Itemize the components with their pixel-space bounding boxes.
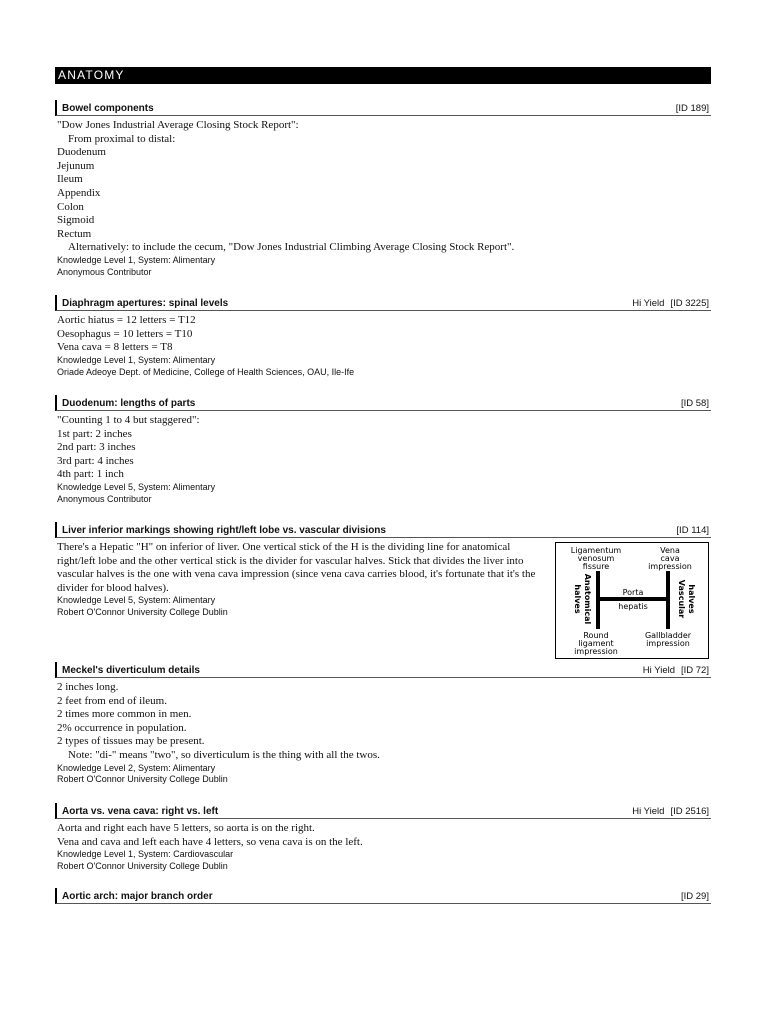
fig-label: fissure xyxy=(582,562,610,571)
hi-yield-badge: Hi Yield xyxy=(642,665,675,676)
contributor: Anonymous Contributor xyxy=(57,493,152,504)
entry-liver-markings xyxy=(55,522,711,656)
body-line: 2% occurrence in population. xyxy=(57,721,187,734)
body-text: There's a Hepatic "H" on inferior of liver. One vertical stick of the H is the dividing line for anatomical right/left lobe and the other vertical stick is the divider for vascular halves. Stick that divides the liver into vascular halves is the one with vena cava impression (since vena cava carries blood, it's fortunate that it's the divider for blood halves). xyxy=(57,541,536,594)
entry-header xyxy=(55,295,711,311)
entry-header xyxy=(55,100,711,116)
entry-title: Diaphragm apertures: spinal levels xyxy=(62,298,229,309)
fig-label: halves xyxy=(687,584,696,614)
body-line: Aortic hiatus = 12 letters = T12 xyxy=(57,314,196,326)
fig-label: cava xyxy=(660,554,680,563)
entry-header xyxy=(55,522,711,538)
fig-label: impression xyxy=(648,562,692,571)
body-line: Rectum xyxy=(57,227,92,240)
body-line: 2nd part: 3 inches xyxy=(57,441,136,454)
body-line: "Counting 1 to 4 but staggered": xyxy=(57,414,200,426)
body-line: 1st part: 2 inches xyxy=(57,427,132,440)
contributor: Oriade Adeoye Dept. of Medicine, College of Health Sciences, OAU, Ile-Ife xyxy=(57,366,355,377)
liver-h-diagram xyxy=(555,542,709,659)
body-line: 2 inches long. xyxy=(57,681,119,693)
entry-id: [ID 114] xyxy=(676,525,709,536)
entry-duodenum-lengths xyxy=(55,395,711,506)
fig-label: Round xyxy=(583,631,609,640)
entry-header xyxy=(55,395,711,411)
contributor: Robert O'Connor University College Dublin xyxy=(57,607,228,618)
entry-meckels-diverticulum xyxy=(55,662,711,786)
knowledge-level: Knowledge Level 5, System: Alimentary xyxy=(57,595,216,606)
hi-yield-badge: Hi Yield xyxy=(632,298,665,309)
body-line: Oesophagus = 10 letters = T10 xyxy=(57,327,193,340)
entry-header xyxy=(55,662,711,678)
entry-aorta-vs-vena-cava xyxy=(55,803,711,873)
fig-label: Vascular xyxy=(677,579,686,619)
contributor: Robert O'Connor University College Dublin xyxy=(57,860,228,871)
body-line: 4th part: 1 inch xyxy=(57,468,124,481)
body-line: Appendix xyxy=(57,186,101,199)
entry-bowel-components xyxy=(55,100,711,279)
entry-id: [ID 3225] xyxy=(670,298,709,309)
body-line: Alternatively: to include the cecum, "Dow Jones Industrial Climbing Average Closing Stock Report". xyxy=(68,241,515,254)
body-line: 2 feet from end of ileum. xyxy=(57,694,167,707)
body-line: 2 types of tissues may be present. xyxy=(57,735,205,748)
fig-label: hepatis xyxy=(618,602,648,611)
entry-title: Aorta vs. vena cava: right vs. left xyxy=(62,806,219,817)
entry-header xyxy=(55,803,711,819)
fig-label: Vena xyxy=(660,546,680,555)
fig-label: ligament xyxy=(578,639,614,648)
entry-title: Meckel's diverticulum details xyxy=(62,665,200,676)
entry-title: Liver inferior markings showing right/left lobe vs. vascular divisions xyxy=(62,525,386,536)
fig-label: Porta xyxy=(622,588,644,597)
knowledge-level: Knowledge Level 2, System: Alimentary xyxy=(57,762,216,773)
body-line: Vena and cava and left each have 4 letters, so vena cava is on the left. xyxy=(57,835,363,848)
body-line: Duodenum xyxy=(57,146,106,159)
body-line: Colon xyxy=(57,200,84,213)
entry-diaphragm-apertures xyxy=(55,295,711,378)
hi-yield-badge: Hi Yield xyxy=(632,806,665,817)
entry-title: Aortic arch: major branch order xyxy=(62,891,213,902)
knowledge-level: Knowledge Level 1, System: Cardiovascular xyxy=(57,849,234,860)
entry-aortic-arch xyxy=(55,888,711,904)
body-line: Note: "di-" means "two", so diverticulum is the thing with all the twos. xyxy=(68,748,380,761)
entry-title: Bowel components xyxy=(62,103,154,114)
crossbar xyxy=(596,597,670,601)
body-line: 3rd part: 4 inches xyxy=(57,454,134,467)
fig-label: impression xyxy=(574,647,618,656)
entry-id: [ID 58] xyxy=(681,398,709,409)
fig-label: Ligamentum xyxy=(570,546,622,555)
entry-header xyxy=(55,888,711,904)
body-line: From proximal to distal: xyxy=(68,132,176,145)
document-page xyxy=(55,67,711,902)
entry-id: [ID 2516] xyxy=(670,806,709,817)
body-line: Sigmoid xyxy=(57,214,95,227)
contributor: Robert O'Connor University College Dublin xyxy=(57,774,228,785)
body-line: "Dow Jones Industrial Average Closing Stock Report": xyxy=(57,119,299,131)
fig-label: halves xyxy=(573,584,582,614)
body-line: Jejunum xyxy=(57,159,95,172)
section-banner: ANATOMY xyxy=(55,67,711,84)
knowledge-level: Knowledge Level 1, System: Alimentary xyxy=(57,254,216,265)
contributor: Anonymous Contributor xyxy=(57,266,152,277)
fig-label: venosum xyxy=(577,554,615,563)
body-line: Aorta and right each have 5 letters, so aorta is on the right. xyxy=(57,822,315,834)
body-line: Vena cava = 8 letters = T8 xyxy=(57,341,173,354)
body-line: Ileum xyxy=(57,173,83,186)
knowledge-level: Knowledge Level 5, System: Alimentary xyxy=(57,481,216,492)
fig-label: impression xyxy=(646,639,690,648)
body-line: 2 times more common in men. xyxy=(57,708,192,721)
fig-label: Gallbladder xyxy=(644,631,692,640)
knowledge-level: Knowledge Level 1, System: Alimentary xyxy=(57,354,216,365)
entry-id: [ID 189] xyxy=(675,103,709,114)
entry-id: [ID 72] xyxy=(681,665,709,676)
entry-title: Duodenum: lengths of parts xyxy=(62,398,196,409)
fig-label: Anatomical xyxy=(583,573,592,625)
entry-id: [ID 29] xyxy=(681,891,709,902)
